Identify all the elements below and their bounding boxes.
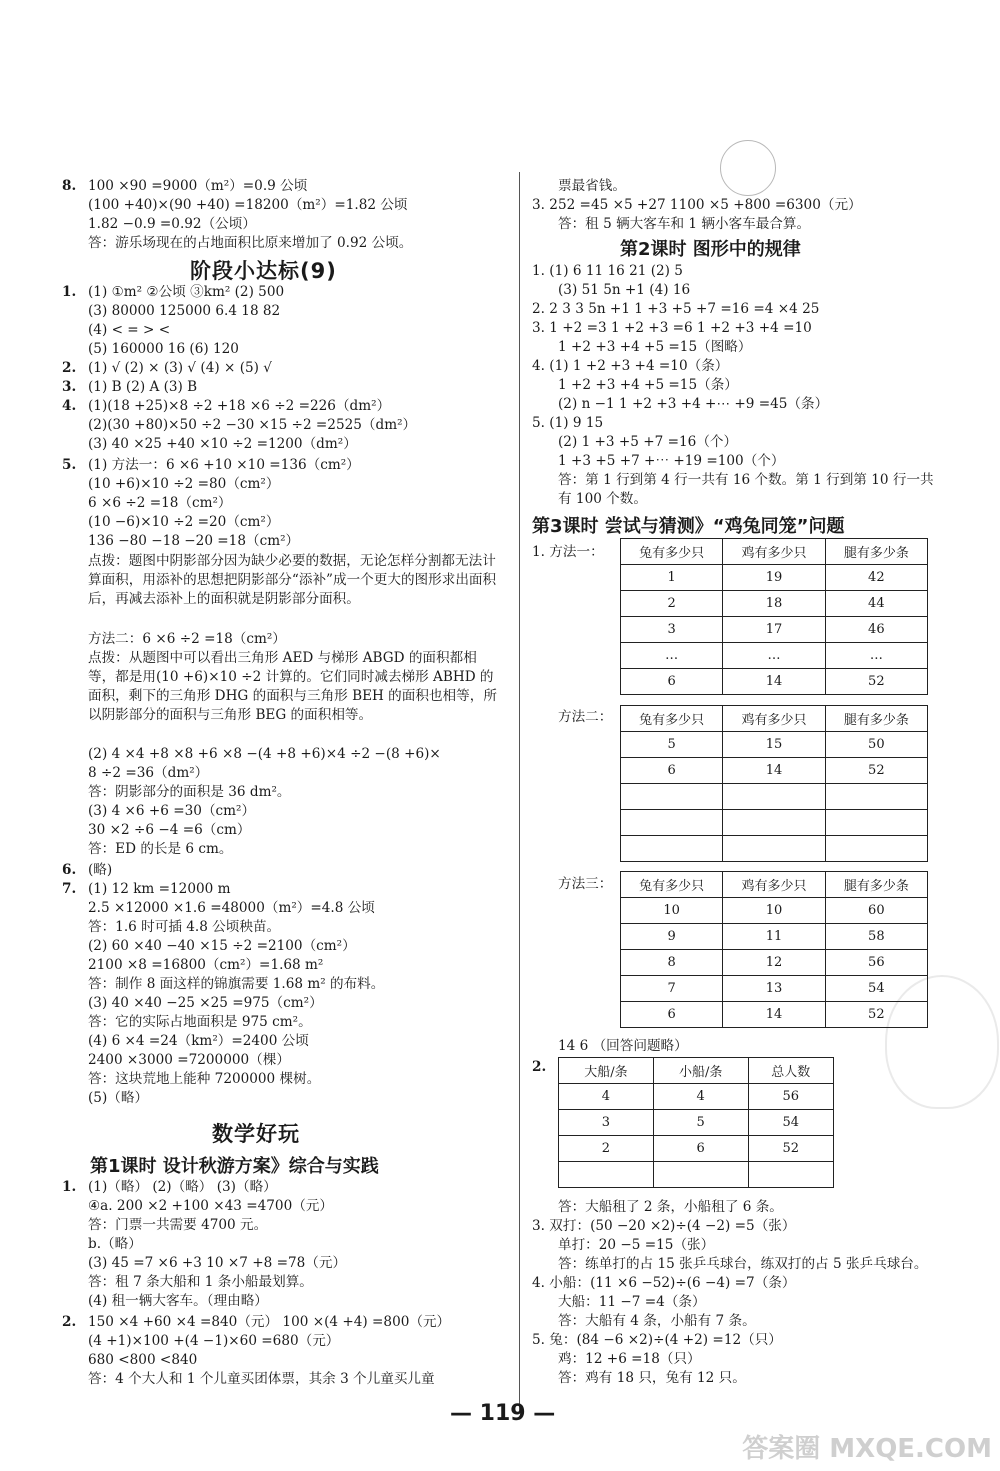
table-row — [559, 1110, 834, 1136]
table-header-cell: 总人数 — [748, 1058, 833, 1084]
table-cell: 10 — [621, 898, 723, 924]
table-row — [621, 898, 928, 924]
table-row — [621, 1002, 928, 1028]
tip-paragraph-1: 点拨：题图中阴影部分因为缺少必要的数据，无论怎样分割都无法计算面积，用添补的思想把阴影部分“添补”成一个更大的图形求出面积后，再减去添补上的面积就是阴影部分面积。 — [88, 553, 497, 607]
table-cell — [723, 784, 825, 810]
site-watermark: 答案圈 MXQE.COM — [742, 1434, 992, 1464]
table-cell: … — [621, 643, 723, 669]
r-bottom-line5: 4. 小船：(11 ×6 −52)÷(6 −4) =7（条） — [532, 1275, 796, 1291]
s-q7-line4: (2) 60 ×40 −40 ×15 ÷2 =2100（cm²） — [88, 938, 356, 954]
l2-answer: 答：第 1 行到第 4 行一共有 16 个数。第 1 行到第 10 行一共有 100 个数。 — [558, 472, 934, 507]
l2-line9: 5. (1) 9 15 — [532, 415, 604, 431]
table-row — [621, 669, 928, 695]
s-q4-line2: (2)(30 +80)×50 ÷2 −30 ×15 ÷2 =2525（dm²） — [88, 417, 417, 433]
s-q7-line12: (5)（略） — [88, 1090, 149, 1106]
r-bottom-line8: 5. 兔：(84 −6 ×2)÷(4 +2) =12（只） — [532, 1332, 782, 1348]
table-cell: 6 — [621, 1002, 723, 1028]
r-top-line2: 3. 252 =45 ×5 +27 1100 ×5 +800 =6300（元） — [532, 197, 862, 213]
table-row — [621, 643, 928, 669]
r-bottom-line7: 答：大船有 4 条，小船有 7 条。 — [558, 1313, 756, 1329]
table-cell — [723, 836, 825, 862]
r-top-line3: 答：租 5 辆大客车和 1 辆小客车最合算。 — [558, 216, 811, 232]
s-q4-line3: (3) 40 ×25 +40 ×10 ÷2 =1200（dm²） — [88, 436, 357, 452]
after-tables: 14 6 （回答问题略） — [558, 1038, 688, 1054]
l1-q1-line4: b.（略） — [88, 1236, 142, 1252]
table-cell: … — [723, 643, 825, 669]
l1-q2-line2: (4 +1)×100 +(4 −1)×60 =680（元） — [88, 1333, 340, 1349]
r-bottom-line6: 大船：11 −7 =4（条） — [558, 1294, 706, 1310]
method2-line: 方法二：6 ×6 ÷2 =18（cm²） — [88, 631, 286, 647]
l2-line3: 2. 2 3 3 5n +1 1 +3 +5 +7 =16 =4 ×4 25 — [532, 301, 820, 317]
section-title-stage9: 阶段小达标(9) — [190, 259, 337, 283]
table-cell: 2 — [559, 1136, 654, 1162]
table-cell: 19 — [723, 565, 825, 591]
table-cell — [621, 784, 723, 810]
table-cell: 52 — [825, 758, 927, 784]
l2-line2: (3) 51 5n +1 (4) 16 — [558, 282, 691, 298]
tip-paragraph-2: 点拨：从题图中可以看出三角形 AED 与梯形 ABGD 的面积都相等，都是用(10 +6)×10 ÷2 计算的。它们同时减去梯形 ABHD 的面积，剩下的三角形 DHG 的面积与三角形 BEH 的面积也相等，所以阴影部分的面积与三角形 BEG 的面积相等。 — [88, 650, 497, 723]
table-cell: 4 — [559, 1084, 654, 1110]
table-cell: 17 — [723, 617, 825, 643]
table-cell: 13 — [723, 976, 825, 1002]
s-q7-line10: 2400 ×3000 =7200000（棵） — [88, 1052, 290, 1068]
section-title-math-fun: 数学好玩 — [212, 1122, 300, 1146]
table-cell: 7 — [621, 976, 723, 1002]
table-header-cell: 兔有多少只 — [621, 706, 723, 732]
l1-q1-line7: (4) 租一辆大客车。（理由略） — [88, 1293, 268, 1309]
table-cell — [559, 1162, 654, 1188]
table-header-cell: 大船/条 — [559, 1058, 654, 1084]
table-cell: 2 — [621, 591, 723, 617]
table-cell: 14 — [723, 758, 825, 784]
s-q5-line2: (10 +6)×10 ÷2 =80（cm²） — [88, 476, 280, 492]
table-cell: 14 — [723, 1002, 825, 1028]
table-cell — [723, 810, 825, 836]
s-q6: 6. (略) — [62, 862, 113, 878]
r-bottom-line4: 答：练单打的占 15 张乒乓球台，练双打的占 5 张乒乓球台。 — [558, 1256, 928, 1272]
l1-q1-line2: ④a. 200 ×2 +100 ×43 =4700（元） — [88, 1198, 333, 1214]
method1-label: 1. 方法一： — [532, 544, 604, 560]
l1-q1-line1: 1. (1)（略） (2)（略） (3)（略） — [62, 1179, 277, 1195]
l1-q1-line3: 答：门票一共需要 4700 元。 — [88, 1217, 268, 1233]
s-q7-line9: (4) 6 ×4 =24（km²）=2400 公顷 — [88, 1033, 309, 1049]
table-cell — [748, 1162, 833, 1188]
table-header-cell: 兔有多少只 — [621, 872, 723, 898]
table-header-row — [621, 706, 928, 732]
table-cell: 5 — [653, 1110, 748, 1136]
table-cell: … — [825, 643, 927, 669]
s-q4-line1: 4. (1)(18 +25)×8 ÷2 +18 ×6 ÷2 =226（dm²） — [62, 398, 391, 414]
s-q7-line3: 答：1.6 时可插 4.8 公顷秧苗。 — [88, 919, 281, 935]
r-top-line1: 票最省钱。 — [558, 178, 626, 194]
s-q1-line3: (4) < = > < — [88, 322, 171, 338]
table-method2 — [620, 705, 928, 862]
s-q1-line1: 1. (1) ①m² ②公顷 ③km² (2) 500 — [62, 284, 285, 300]
table-cell: 18 — [723, 591, 825, 617]
table-cell — [621, 836, 723, 862]
table-boats — [558, 1057, 834, 1188]
s-q7-line1: 7. (1) 12 km =12000 m — [62, 881, 231, 897]
l2-line8: (2) n −1 1 +2 +3 +4 +⋯ +9 =45（条） — [558, 396, 829, 412]
table-row — [621, 617, 928, 643]
table-header-cell: 腿有多少条 — [825, 872, 927, 898]
r-bottom-line2: 3. 双打：(50 −20 ×2)÷(4 −2) =5（张） — [532, 1218, 796, 1234]
table-row — [559, 1162, 834, 1188]
r-bottom-line9: 鸡：12 +6 =18（只） — [558, 1351, 701, 1367]
table-cell: 6 — [621, 669, 723, 695]
table-cell — [653, 1162, 748, 1188]
s-q5-line1: 5. (1) 方法一：6 ×6 +10 ×10 =136（cm²） — [62, 457, 360, 473]
lesson2-title: 第2课时 图形中的规律 — [620, 239, 801, 260]
table-cell: 52 — [748, 1136, 833, 1162]
table-cell: 1 — [621, 565, 723, 591]
s-q7-line2: 2.5 ×12000 ×1.6 =48000（m²）=4.8 公顷 — [88, 900, 375, 916]
table-cell: 8 — [621, 950, 723, 976]
table-cell: 9 — [621, 924, 723, 950]
l1-q2-line3: 680 <800 <840 — [88, 1352, 198, 1368]
l2-line11: 1 +3 +5 +7 +⋯ +19 =100（个） — [558, 453, 785, 469]
table-row — [621, 976, 928, 1002]
table-cell: 56 — [748, 1084, 833, 1110]
table-cell: 6 — [653, 1136, 748, 1162]
table-header-row — [621, 539, 928, 565]
table-cell: 42 — [825, 565, 927, 591]
table-method1 — [620, 538, 928, 695]
table-cell: 54 — [748, 1110, 833, 1136]
table-cell: 52 — [825, 1002, 927, 1028]
l1-q2-line1: 2. 150 ×4 +60 ×4 =840（元） 100 ×(4 +4) =800（元） — [62, 1314, 451, 1330]
s-q5b-line1: (2) 4 ×4 +8 ×8 +6 ×8 −(4 +8 +6)×4 ÷2 −(8 +6)× — [88, 746, 441, 762]
s-q5b-line2: 8 ÷2 =36（dm²） — [88, 765, 209, 781]
lesson3-title: 第3课时 尝试与猜测》“鸡兔同笼”问题 — [532, 516, 845, 537]
l1-q2-line4: 答：4 个大人和 1 个儿童买团体票，其余 3 个儿童买儿童 — [88, 1371, 435, 1387]
table-cell: 52 — [825, 669, 927, 695]
table-cell: 5 — [621, 732, 723, 758]
s-q5b-line5: 30 ×2 ÷6 −4 =6（cm） — [88, 822, 251, 838]
table-cell: 12 — [723, 950, 825, 976]
column-divider — [519, 172, 520, 1412]
table-cell — [621, 810, 723, 836]
table-cell: 11 — [723, 924, 825, 950]
table-cell: 3 — [559, 1110, 654, 1136]
s-q2: 2. (1) √ (2) × (3) √ (4) × (5) √ — [62, 360, 272, 376]
q2-label: 2. — [532, 1059, 547, 1075]
table-cell: 56 — [825, 950, 927, 976]
method2-label: 方法二： — [558, 709, 613, 725]
l2-line5: 1 +2 +3 +4 +5 =15（图略） — [558, 339, 752, 355]
s-q7-line8: 答：它的实际占地面积是 975 cm²。 — [88, 1014, 312, 1030]
table-header-cell: 鸡有多少只 — [723, 706, 825, 732]
table-row — [559, 1084, 834, 1110]
l2-line4: 3. 1 +2 =3 1 +2 +3 =6 1 +2 +3 +4 =10 — [532, 320, 812, 336]
table-cell: 14 — [723, 669, 825, 695]
s-q7-line7: (3) 40 ×40 −25 ×25 =975（cm²） — [88, 995, 323, 1011]
s-q1-line2: (3) 80000 125000 6.4 18 82 — [88, 303, 281, 319]
l1-q1-line5: (3) 45 =7 ×6 +3 10 ×7 +8 =78（元） — [88, 1255, 347, 1271]
q8-line3: 1.82 −0.9 =0.92（公顷） — [88, 216, 256, 232]
table-header-cell: 腿有多少条 — [825, 539, 927, 565]
table-cell: 10 — [723, 898, 825, 924]
s-q5-line5: 136 −80 −18 −20 =18（cm²） — [88, 533, 300, 549]
table-cell: 44 — [825, 591, 927, 617]
s-q5b-line3: 答：阴影部分的面积是 36 dm²。 — [88, 784, 291, 800]
table-cell: 54 — [825, 976, 927, 1002]
table-row — [621, 924, 928, 950]
table-header-cell: 小船/条 — [653, 1058, 748, 1084]
l2-line10: (2) 1 +3 +5 +7 =16（个） — [558, 434, 738, 450]
l2-line1: 1. (1) 6 11 16 21 (2) 5 — [532, 263, 683, 279]
q8-line1: 8. 100 ×90 =9000（m²）=0.9 公顷 — [62, 178, 308, 194]
table-cell: 4 — [653, 1084, 748, 1110]
table-cell: 3 — [621, 617, 723, 643]
s-q7-line11: 答：这块荒地上能种 7200000 棵树。 — [88, 1071, 321, 1087]
table-header-row — [621, 872, 928, 898]
table-cell — [825, 810, 927, 836]
s-q5b-line4: (3) 4 ×6 +6 =30（cm²） — [88, 803, 256, 819]
table-row — [621, 565, 928, 591]
table-cell: 46 — [825, 617, 927, 643]
table-row — [621, 836, 928, 862]
q8-line2: (100 +40)×(90 +40) =18200（m²）=1.82 公顷 — [88, 197, 408, 213]
table-header-cell: 鸡有多少只 — [723, 872, 825, 898]
s-q5-line3: 6 ×6 ÷2 =18（cm²） — [88, 495, 232, 511]
r-bottom-line1: 答：大船租了 2 条，小船租了 6 条。 — [558, 1199, 783, 1215]
s-q7-line5: 2100 ×8 =16800（cm²）=1.68 m² — [88, 957, 324, 973]
table-row — [621, 732, 928, 758]
ink-stamp — [720, 140, 776, 196]
table-header-cell: 兔有多少只 — [621, 539, 723, 565]
l1-q1-line6: 答：租 7 条大船和 1 条小船最划算。 — [88, 1274, 313, 1290]
table-row — [621, 950, 928, 976]
q8-answer: 答：游乐场现在的占地面积比原来增加了 0.92 公顷。 — [88, 235, 413, 251]
l2-line6: 4. (1) 1 +2 +3 +4 =10（条） — [532, 358, 729, 374]
table-cell — [825, 784, 927, 810]
table-header-cell: 鸡有多少只 — [723, 539, 825, 565]
table-header-cell: 腿有多少条 — [825, 706, 927, 732]
s-q5-line4: (10 −6)×10 ÷2 =20（cm²） — [88, 514, 280, 530]
s-q7-line6: 答：制作 8 面这样的锦旗需要 1.68 m² 的布料。 — [88, 976, 385, 992]
table-row — [621, 758, 928, 784]
table-cell — [825, 836, 927, 862]
table-row — [621, 591, 928, 617]
method3-label: 方法三： — [558, 876, 613, 892]
l2-line7: 1 +2 +3 +4 +5 =15（条） — [558, 377, 738, 393]
table-cell: 60 — [825, 898, 927, 924]
table-cell: 15 — [723, 732, 825, 758]
table-cell: 58 — [825, 924, 927, 950]
table-row — [621, 810, 928, 836]
s-q1-line4: (5) 160000 16 (6) 120 — [88, 341, 239, 357]
table-row — [559, 1136, 834, 1162]
s-q5b-line6: 答：ED 的长是 6 cm。 — [88, 841, 233, 857]
lesson1-title: 第1课时 设计秋游方案》综合与实践 — [90, 1156, 379, 1177]
table-cell: 50 — [825, 732, 927, 758]
s-q3: 3. (1) B (2) A (3) B — [62, 379, 198, 395]
table-header-row — [559, 1058, 834, 1084]
table-method3 — [620, 871, 928, 1028]
table-cell: 6 — [621, 758, 723, 784]
page-number: — 119 — — [450, 1401, 556, 1426]
r-bottom-line3: 单打：20 −5 =15（张） — [558, 1237, 715, 1253]
table-row — [621, 784, 928, 810]
r-bottom-line10: 答：鸡有 18 只，兔有 12 只。 — [558, 1370, 746, 1386]
